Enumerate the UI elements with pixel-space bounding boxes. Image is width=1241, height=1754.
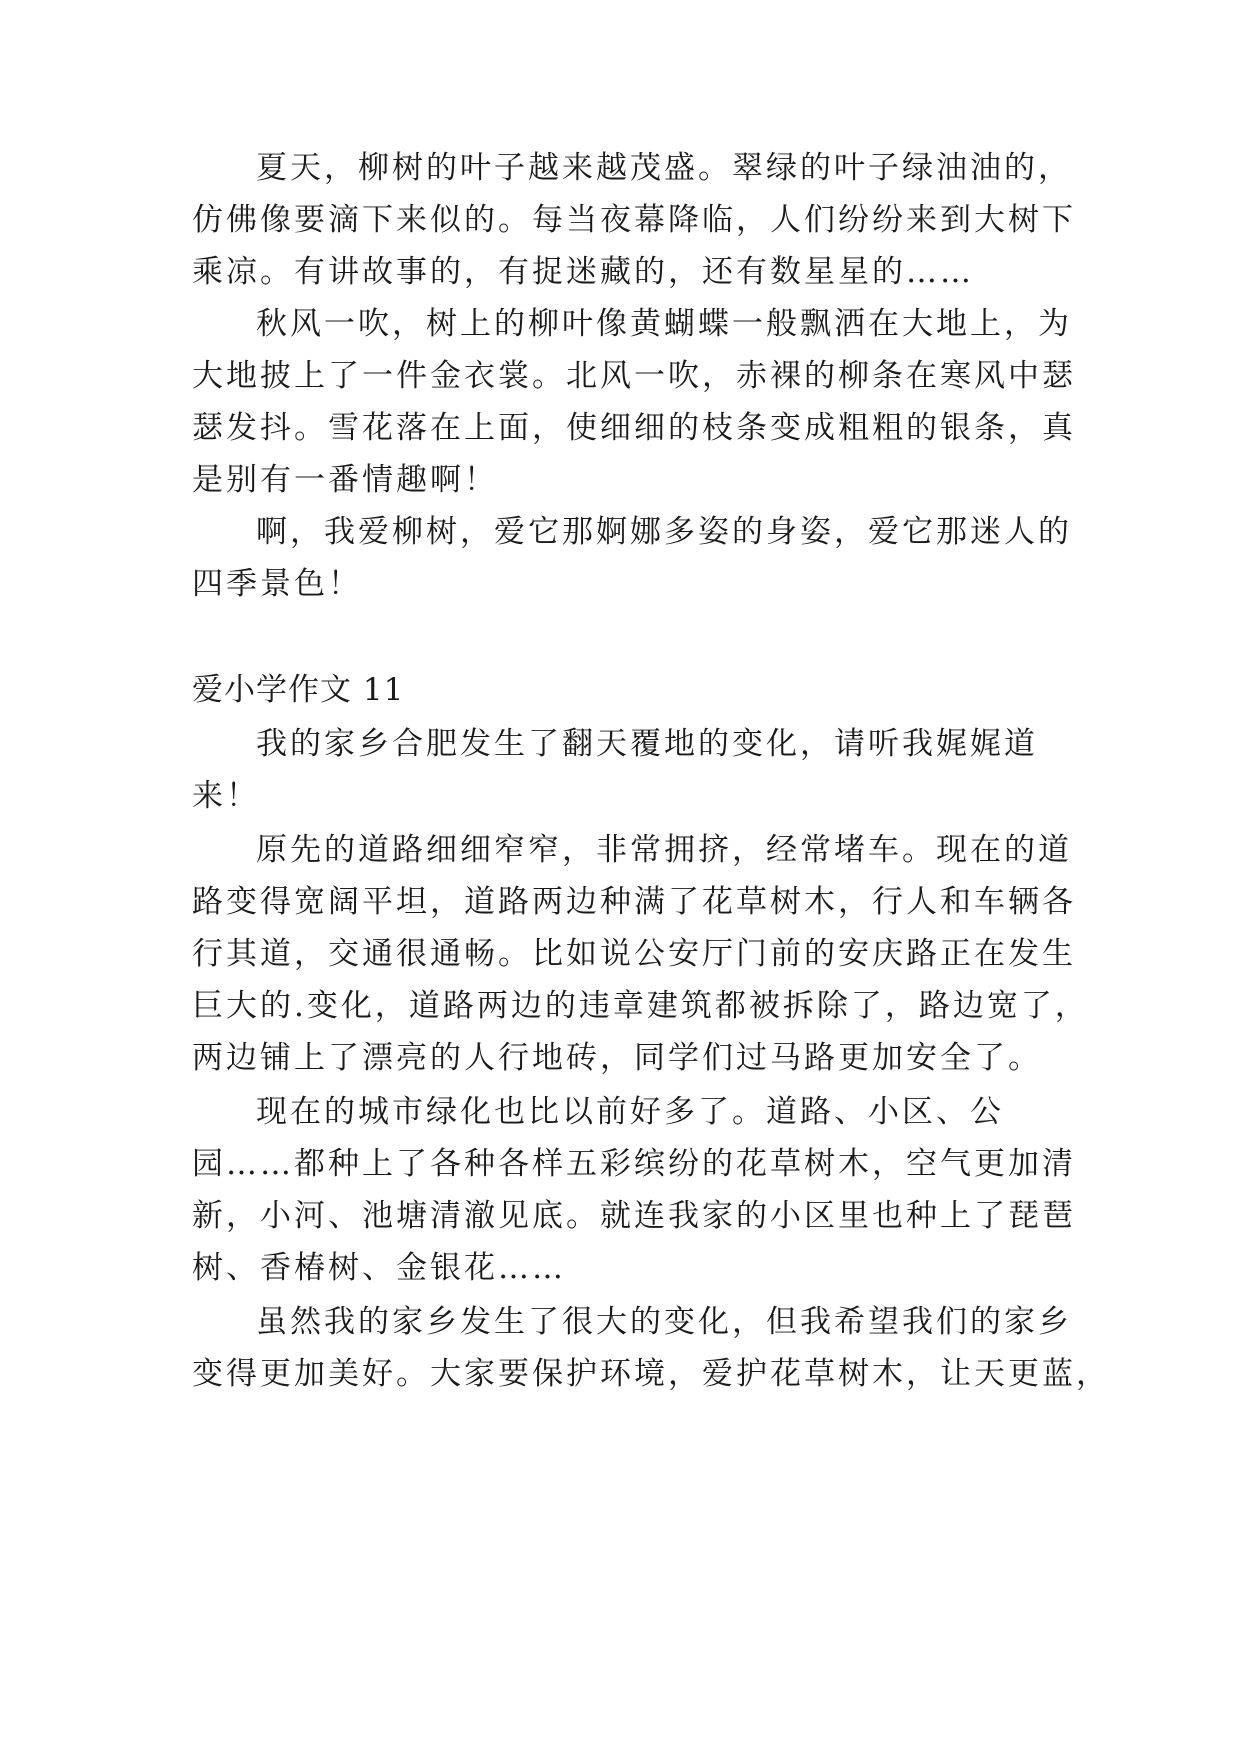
paragraph-line: 夏天，柳树的叶子越来越茂盛。翠绿的叶子绿油油的， <box>256 150 1072 186</box>
paragraph-line: 原先的道路细细窄窄，非常拥挤，经常堵车。现在的道 <box>256 832 1072 868</box>
paragraph-line: 我的家乡合肥发生了翻天覆地的变化，请听我娓娓道 <box>256 726 1038 762</box>
paragraph-line: 巨大的.变化，道路两边的违章建筑都被拆除了，路边宽了， <box>192 988 1089 1024</box>
paragraph-line: 两边铺上了漂亮的人行地砖，同学们过马路更加安全了。 <box>192 1040 1042 1076</box>
paragraph-line: 四季景色！ <box>192 566 362 602</box>
paragraph-line: 路变得宽阔平坦，道路两边种满了花草树木，行人和车辆各 <box>192 884 1076 920</box>
paragraph-line: 瑟发抖。雪花落在上面，使细细的枝条变成粗粗的银条，真 <box>192 410 1076 446</box>
section-heading: 爱小学作文 11 <box>192 672 405 708</box>
paragraph-line: 乘凉。有讲故事的，有捉迷藏的，还有数星星的…… <box>192 254 974 290</box>
paragraph-line: 仿佛像要滴下来似的。每当夜幕降临，人们纷纷来到大树下 <box>192 202 1076 238</box>
paragraph-line: 大地披上了一件金衣裳。北风一吹，赤裸的柳条在寒风中瑟 <box>192 358 1076 394</box>
paragraph-line: 行其道，交通很通畅。比如说公安厅门前的安庆路正在发生 <box>192 936 1076 972</box>
paragraph-line: 秋风一吹，树上的柳叶像黄蝴蝶一般飘洒在大地上，为 <box>256 306 1072 342</box>
paragraph-line: 啊，我爱柳树，爱它那婀娜多姿的身姿，爱它那迷人的 <box>256 514 1072 550</box>
paragraph-line: 来！ <box>192 778 260 814</box>
paragraph-line: 园……都种上了各种各样五彩缤纷的花草树木，空气更加清 <box>192 1146 1076 1182</box>
paragraph-line: 树、香椿树、金银花…… <box>192 1250 566 1286</box>
paragraph-line: 新，小河、池塘清澈见底。就连我家的小区里也种上了琵琶 <box>192 1198 1076 1234</box>
paragraph-line: 现在的城市绿化也比以前好多了。道路、小区、公 <box>256 1094 1004 1130</box>
paragraph-line: 变得更加美好。大家要保护环境，爱护花草树木，让天更蓝， <box>192 1356 1110 1392</box>
paragraph-line: 虽然我的家乡发生了很大的变化，但我希望我们的家乡 <box>256 1304 1072 1340</box>
paragraph-line: 是别有一番情趣啊！ <box>192 462 498 498</box>
